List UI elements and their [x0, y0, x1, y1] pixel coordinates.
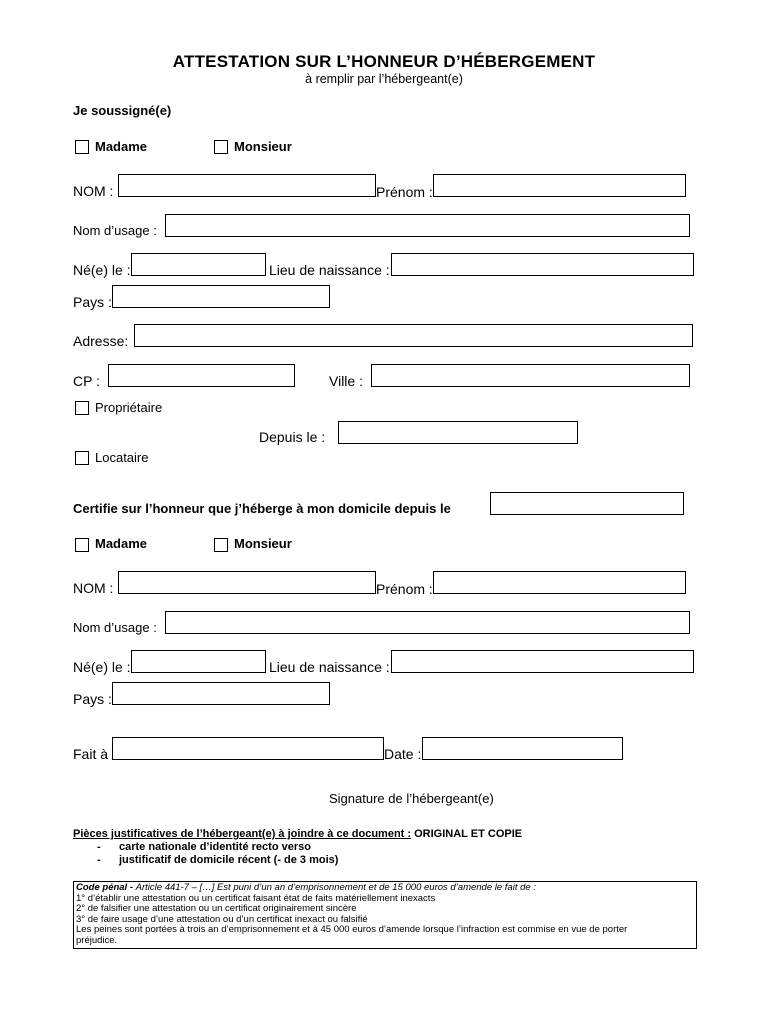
prenom-label: Prénom : [376, 184, 433, 200]
ne-le-field-2[interactable] [131, 650, 266, 673]
date-label: Date : [384, 746, 422, 762]
certifie-date-field[interactable] [490, 492, 684, 515]
pieces-item-2: justificatif de domicile récent (- de 3 mois) [119, 854, 339, 866]
pieces-title: Pièces justificatives de l’hébergeant(e) à joindre à ce document : [73, 828, 412, 840]
pieces-suffix: ORIGINAL ET COPIE [414, 828, 523, 840]
list-item: - [97, 854, 101, 866]
code-penal-line-1: 1° d’établir une attestation ou un certificat faisant état de faits matériellement inexacts [76, 893, 436, 904]
pieces-heading [73, 828, 522, 840]
nom-usage-field[interactable] [165, 214, 690, 237]
ville-field[interactable] [371, 364, 690, 387]
code-penal-line-2: 2° de falsifier une attestation ou un certificat originairement sincère [76, 904, 357, 915]
fait-a-field[interactable] [112, 737, 384, 760]
ne-le-field[interactable] [131, 253, 266, 276]
fait-a-label: Fait à [73, 746, 109, 762]
lieu-naissance-field-2[interactable] [391, 650, 694, 673]
code-penal-article: Article 441-7 – […] Est puni d’un an d’emprisonnement et de 15 000 euros d’amende le fait de : [135, 883, 536, 893]
ne-le-label-2: Né(e) le : [73, 659, 131, 675]
lieu-naissance-label-2: Lieu de naissance : [269, 659, 390, 675]
ne-le-label: Né(e) le : [73, 262, 131, 278]
nom-field-2[interactable] [118, 571, 376, 594]
madame-checkbox[interactable] [75, 140, 89, 154]
date-field[interactable] [422, 737, 623, 760]
monsieur-label-2: Monsieur [234, 536, 292, 551]
depuis-le-field[interactable] [338, 421, 578, 444]
lieu-naissance-field[interactable] [391, 253, 694, 276]
pays-label: Pays : [73, 294, 112, 310]
ville-label: Ville : [329, 373, 363, 389]
pays-field[interactable] [112, 285, 330, 308]
code-penal-line-5: préjudice. [76, 935, 118, 946]
code-penal-heading [76, 883, 694, 894]
code-penal-line-3: 3° de faire usage d’une attestation ou d’un certificat inexact ou falsifié [76, 914, 368, 925]
prenom-field[interactable] [433, 174, 686, 197]
code-penal-label: Code pénal - [76, 883, 134, 893]
page-title: ATTESTATION SUR L’HONNEUR D’HÉBERGEMENT [172, 52, 596, 71]
lieu-naissance-label: Lieu de naissance : [269, 262, 390, 278]
madame-label-2: Madame [95, 536, 148, 551]
page-subtitle: à remplir par l’hébergeant(e) [305, 72, 463, 86]
depuis-le-label: Depuis le : [259, 429, 326, 445]
proprietaire-label: Propriétaire [95, 400, 163, 415]
monsieur-label: Monsieur [234, 139, 292, 154]
pays-field-2[interactable] [112, 682, 330, 705]
adresse-field[interactable] [134, 324, 693, 347]
adresse-label: Adresse: [73, 333, 129, 349]
nom-label-2: NOM : [73, 580, 114, 596]
nom-field[interactable] [118, 174, 376, 197]
prenom-label-2: Prénom : [376, 581, 433, 597]
locataire-label: Locataire [95, 450, 149, 465]
monsieur-checkbox-2[interactable] [214, 538, 228, 552]
certifie-label: Certifie sur l’honneur que j’héberge à mon domicile depuis le [73, 501, 451, 516]
nom-usage-field-2[interactable] [165, 611, 690, 634]
intro-label: Je soussigné(e) [73, 103, 172, 118]
proprietaire-checkbox[interactable] [75, 401, 89, 415]
cp-label: CP : [73, 373, 100, 389]
nom-usage-label-2: Nom d’usage : [73, 620, 157, 635]
pieces-item-1: carte nationale d’identité recto verso [119, 841, 311, 853]
madame-checkbox-2[interactable] [75, 538, 89, 552]
code-penal-line-4: Les peines sont portées à trois an d’emprisonnement et à 45 000 euros d’amende lorsque l’infraction est commise en vue de porter [76, 925, 628, 936]
madame-label: Madame [95, 139, 148, 154]
cp-field[interactable] [108, 364, 295, 387]
code-penal-box [73, 881, 697, 949]
pays-label-2: Pays : [73, 691, 112, 707]
locataire-checkbox[interactable] [75, 451, 89, 465]
nom-usage-label: Nom d’usage : [73, 223, 157, 238]
prenom-field-2[interactable] [433, 571, 686, 594]
signature-label: Signature de l’hébergeant(e) [329, 791, 494, 806]
monsieur-checkbox[interactable] [214, 140, 228, 154]
nom-label: NOM : [73, 183, 114, 199]
list-item: - [97, 841, 101, 853]
